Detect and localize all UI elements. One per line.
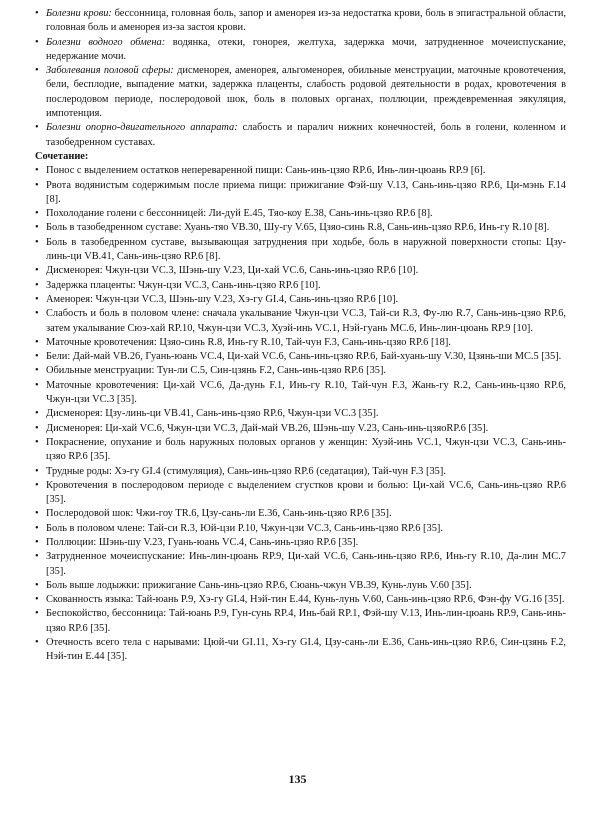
list-item bbox=[34, 121, 566, 150]
list-item bbox=[34, 7, 566, 36]
list-item bbox=[34, 64, 566, 121]
list-item: • Боль выше лодыжки: прижигание Сань-инь-цзяо RP.6, Сюань-чжун VB.39, Кунь-лунь V.60 [35]. bbox=[34, 579, 566, 593]
combination-list bbox=[34, 164, 566, 664]
list-item: • Обильные менструации: Тун-ли C.5, Син-цзянь F.2, Сань-инь-цзяо RP.6 [35]. bbox=[34, 364, 566, 378]
list-item: • Маточные кровотечения: Ци-хай VC.6, Да-дунь F.1, Инь-гу R.10, Тай-чун F.3, Жань-гу R.2, Сань-инь-цзяо RP.6, Чжун-цзи VC.3 [35]. bbox=[34, 379, 566, 408]
list-item: • Покраснение, опухание и боль наружных половых органов у женщин: Хуэй-инь VC.1, Чжун-цзи VC.3, Сань-инь-цзяо RP.6 [35]. bbox=[34, 436, 566, 465]
item-text: слабость и паралич нижних конечностей, боль в голени, коленном и тазобедренном суставах. bbox=[46, 122, 566, 148]
item-term: Болезни водного обмена: bbox=[46, 36, 166, 48]
list-item: • Бели: Дай-май VB.26, Гуань-юань VC.4, Ци-хай VC.6, Сань-инь-цзяо RP.6, Бай-хуань-шу V.30, Цзянь-ши MC.5 [35]. bbox=[34, 350, 566, 364]
list-item: • Поллюции: Шэнь-шу V.23, Гуань-юань VC.4, Сань-инь-цзяо RP.6 [35]. bbox=[34, 536, 566, 550]
item-text: бессонница, головная боль, запор и аменорея из-за недостатка крови, боль в эпигастральной области, головная боль и аменорея из-за застоя крови. bbox=[46, 8, 567, 34]
page-number: 135 bbox=[288, 772, 307, 786]
list-item: • Дисменорея: Цзу-линь-ци VB.41, Сань-инь-цзяо RP.6, Чжун-цзи VC.3 [35]. bbox=[34, 407, 566, 421]
list-item: • Затрудненное мочеиспускание: Инь-лин-цюань RP.9, Ци-хай VC.6, Сань-инь-цзяо RP.6, Инь-гу R.10, Да-лин MC.7 [35]. bbox=[34, 550, 566, 579]
list-item: • Беспокойство, бессонница: Тай-юань P.9, Гун-сунь RP.4, Инь-бай RP.1, Фэй-шу V.13, Инь-лин-цюань RP.9, Сань-инь-цзяо RP.6 [35]. bbox=[34, 607, 566, 636]
item-text: дисменорея, аменорея, альгоменорея, обильные менструации, маточные кровотечения, бели, бесплодие, выпадение матки, задержка плаценты, слабость родовой деятельности в родах, кровотечения в послеродовом периоде, послеродовой шок, боль в половых органах, поллюции, преждевременная эякуляция, импотенция. bbox=[46, 65, 566, 120]
list-item: • Дисменорея: Чжун-цзи VC.3, Шэнь-шу V.23, Ци-хай VC.6, Сань-инь-цзяо RP.6 [10]. bbox=[34, 264, 566, 278]
item-term: Болезни опорно-двигательного аппарата: bbox=[46, 122, 238, 134]
item-text: водянка, отеки, гонорея, желтуха, задержка мочи, затрудненное мочеиспускание, недержание мочи. bbox=[46, 36, 566, 62]
list-item: • Боль в тазобедренном суставе, вызывающая затруднения при ходьбе, боль в наружной поверхности стопы: Цзу-линь-ци VB.41, Сань-инь-цзяо RP.6 [8]. bbox=[34, 236, 566, 265]
list-item: • Маточные кровотечения: Цзяо-синь R.8, Инь-гу R.10, Тай-чун F.3, Сань-инь-цзяо RP.6 [18]. bbox=[34, 336, 566, 350]
list-item bbox=[34, 36, 566, 65]
list-item: • Понос с выделением остатков непереваренной пищи: Сань-инь-цзяо RP.6, Инь-лин-цюань RP.9 [6]. bbox=[34, 164, 566, 178]
item-term: Болезни крови: bbox=[46, 8, 112, 19]
list-item: • Боль в половом члене: Тай-си R.3, Юй-цзи P.10, Чжун-цзи VC.3, Сань-инь-цзяо RP.6 [35]. bbox=[34, 522, 566, 536]
item-term: Заболевания половой сферы: bbox=[46, 65, 174, 77]
list-item: • Аменорея: Чжун-цзи VC.3, Шэнь-шу V.23, Хэ-гу GI.4, Сань-инь-цзяо RP.6 [10]. bbox=[34, 293, 566, 307]
section-heading: Сочетание: bbox=[35, 150, 89, 162]
list-item: • Рвота водянистым содержимым после приема пищи: прижигание Фэй-шу V.13, Сань-инь-цзяо RP.6, Ци-мэнь F.14 [8]. bbox=[34, 179, 566, 208]
page-content bbox=[34, 7, 566, 665]
list-item: • Кровотечения в послеродовом периоде с выделением сгустков крови и болью: Ци-хай VC.6, Сань-инь-цзяо RP.6 [35]. bbox=[34, 479, 566, 508]
list-item: • Послеродовой шок: Чжи-гоу TR.6, Цзу-сань-ли E.36, Сань-инь-цзяо RP.6 [35]. bbox=[34, 507, 566, 521]
list-item: • Задержка плаценты: Чжун-цзи VC.3, Сань-инь-цзяо RP.6 [10]. bbox=[34, 279, 566, 293]
intro-list bbox=[34, 7, 566, 150]
list-item: • Боль в тазобедренном суставе: Хуань-тяо VB.30, Шу-гу V.65, Цзяо-синь R.8, Сань-инь-цзяо RP.6, Инь-гу R.10 [8]. bbox=[34, 221, 566, 235]
list-item: • Отечность всего тела с нарывами: Цюй-чи GI.11, Хэ-гу GI.4, Цзу-сань-ли E.36, Сань-инь-цзяо RP.6, Син-цзянь F.2, Нэй-тин E.44 [35]. bbox=[34, 636, 566, 665]
list-item: • Трудные роды: Хэ-гу GI.4 (стимуляция), Сань-инь-цзяо RP.6 (седатация), Тай-чун F.3 [35]. bbox=[34, 465, 566, 479]
list-item: • Скованность языка: Тай-юань P.9, Хэ-гу GI.4, Нэй-тин E.44, Кунь-лунь V.60, Сань-инь-цзяо RP.6, Фэн-фу VG.16 [35]. bbox=[34, 593, 566, 607]
list-item: • Похолодание голени с бессонницей: Ли-дуй E.45, Тяо-коу E.38, Сань-инь-цзяо RP.6 [8]. bbox=[34, 207, 566, 221]
list-item: • Слабость и боль в половом члене: сначала укалывание Чжун-цзи VC.3, Тай-си R.3, Фу-лю R.7, Сань-инь-цзяо RP.6, затем укалывание Сюэ-хай RP.10, Чжун-цзи VC.3, Хуэй-инь VC.1, Нэй-гуань MC.6, Инь-лин-цюань RP.9 [10]. bbox=[34, 307, 566, 336]
list-item: • Дисменорея: Ци-хай VC.6, Чжун-цзи VC.3, Дай-май VB.26, Шэнь-шу V.23, Сань-инь-цзяоRP.6 [35]. bbox=[34, 422, 566, 436]
